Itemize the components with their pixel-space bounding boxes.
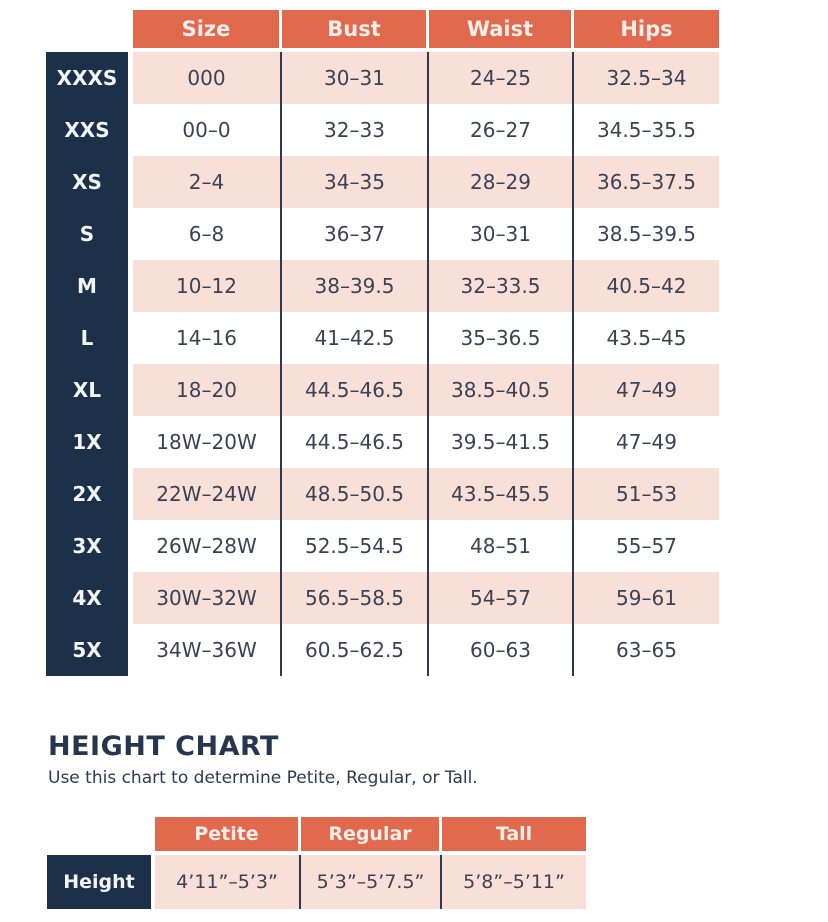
size-cell: 6–8 bbox=[133, 208, 282, 260]
bust-cell: 41–42.5 bbox=[282, 312, 429, 364]
waist-cell: 28–29 bbox=[429, 156, 574, 208]
size-table-body bbox=[46, 52, 719, 676]
column-header-bust: Bust bbox=[282, 10, 429, 48]
size-cell: 22W–24W bbox=[133, 468, 282, 520]
size-row-label: 3X bbox=[46, 520, 128, 572]
size-row-label: M bbox=[46, 260, 128, 312]
hips-cell: 63–65 bbox=[574, 624, 719, 676]
hips-cell: 34.5–35.5 bbox=[574, 104, 719, 156]
size-row-label: XXS bbox=[46, 104, 128, 156]
size-table-header bbox=[46, 10, 719, 48]
column-header-petite: Petite bbox=[155, 817, 301, 851]
waist-cell: 43.5–45.5 bbox=[429, 468, 574, 520]
height-table-row bbox=[47, 855, 586, 909]
table-row bbox=[46, 468, 719, 520]
column-header-regular: Regular bbox=[301, 817, 442, 851]
size-cell: 30W–32W bbox=[133, 572, 282, 624]
size-cell: 00–0 bbox=[133, 104, 282, 156]
table-row bbox=[46, 520, 719, 572]
size-row-label: 1X bbox=[46, 416, 128, 468]
height-table-header bbox=[47, 817, 586, 851]
size-cell: 34W–36W bbox=[133, 624, 282, 676]
size-cell: 000 bbox=[133, 52, 282, 104]
waist-cell: 24–25 bbox=[429, 52, 574, 104]
size-row-label: 5X bbox=[46, 624, 128, 676]
regular-height-cell: 5’3”–5’7.5” bbox=[301, 855, 442, 909]
bust-cell: 30–31 bbox=[282, 52, 429, 104]
hips-cell: 55–57 bbox=[574, 520, 719, 572]
bust-cell: 32–33 bbox=[282, 104, 429, 156]
hips-cell: 59–61 bbox=[574, 572, 719, 624]
height-row-label: Height bbox=[47, 855, 151, 909]
hips-cell: 38.5–39.5 bbox=[574, 208, 719, 260]
bust-cell: 60.5–62.5 bbox=[282, 624, 429, 676]
bust-cell: 44.5–46.5 bbox=[282, 364, 429, 416]
waist-cell: 26–27 bbox=[429, 104, 574, 156]
height-table bbox=[47, 817, 586, 909]
size-row-label: S bbox=[46, 208, 128, 260]
size-cell: 18W–20W bbox=[133, 416, 282, 468]
hips-cell: 40.5–42 bbox=[574, 260, 719, 312]
bust-cell: 56.5–58.5 bbox=[282, 572, 429, 624]
hips-cell: 32.5–34 bbox=[574, 52, 719, 104]
table-row bbox=[46, 624, 719, 676]
table-row bbox=[46, 572, 719, 624]
waist-cell: 30–31 bbox=[429, 208, 574, 260]
column-header-waist: Waist bbox=[429, 10, 574, 48]
bust-cell: 44.5–46.5 bbox=[282, 416, 429, 468]
height-chart-subtitle: Use this chart to determine Petite, Regular, or Tall. bbox=[48, 768, 478, 788]
waist-cell: 60–63 bbox=[429, 624, 574, 676]
table-row bbox=[46, 416, 719, 468]
bust-cell: 34–35 bbox=[282, 156, 429, 208]
table-row bbox=[46, 52, 719, 104]
waist-cell: 35–36.5 bbox=[429, 312, 574, 364]
table-row bbox=[46, 104, 719, 156]
bust-cell: 36–37 bbox=[282, 208, 429, 260]
hips-cell: 51–53 bbox=[574, 468, 719, 520]
waist-cell: 32–33.5 bbox=[429, 260, 574, 312]
column-header-tall: Tall bbox=[442, 817, 586, 851]
size-table bbox=[46, 10, 719, 676]
column-header-size: Size bbox=[133, 10, 282, 48]
bust-cell: 38–39.5 bbox=[282, 260, 429, 312]
height-chart-title: HEIGHT CHART bbox=[48, 731, 279, 762]
hips-cell: 47–49 bbox=[574, 416, 719, 468]
size-row-label: XL bbox=[46, 364, 128, 416]
table-row bbox=[46, 208, 719, 260]
table-row bbox=[46, 364, 719, 416]
size-cell: 2–4 bbox=[133, 156, 282, 208]
bust-cell: 52.5–54.5 bbox=[282, 520, 429, 572]
size-cell: 18–20 bbox=[133, 364, 282, 416]
size-row-label: XS bbox=[46, 156, 128, 208]
hips-cell: 47–49 bbox=[574, 364, 719, 416]
table-row bbox=[46, 156, 719, 208]
hips-cell: 36.5–37.5 bbox=[574, 156, 719, 208]
waist-cell: 38.5–40.5 bbox=[429, 364, 574, 416]
tall-height-cell: 5’8”–5’11” bbox=[442, 855, 586, 909]
petite-height-cell: 4’11”–5’3” bbox=[155, 855, 301, 909]
size-cell: 14–16 bbox=[133, 312, 282, 364]
size-cell: 26W–28W bbox=[133, 520, 282, 572]
waist-cell: 54–57 bbox=[429, 572, 574, 624]
size-row-label: L bbox=[46, 312, 128, 364]
hips-cell: 43.5–45 bbox=[574, 312, 719, 364]
table-row bbox=[46, 312, 719, 364]
waist-cell: 48–51 bbox=[429, 520, 574, 572]
bust-cell: 48.5–50.5 bbox=[282, 468, 429, 520]
waist-cell: 39.5–41.5 bbox=[429, 416, 574, 468]
size-row-label: XXXS bbox=[46, 52, 128, 104]
table-row bbox=[46, 260, 719, 312]
column-header-hips: Hips bbox=[574, 10, 719, 48]
size-row-label: 2X bbox=[46, 468, 128, 520]
size-cell: 10–12 bbox=[133, 260, 282, 312]
size-row-label: 4X bbox=[46, 572, 128, 624]
